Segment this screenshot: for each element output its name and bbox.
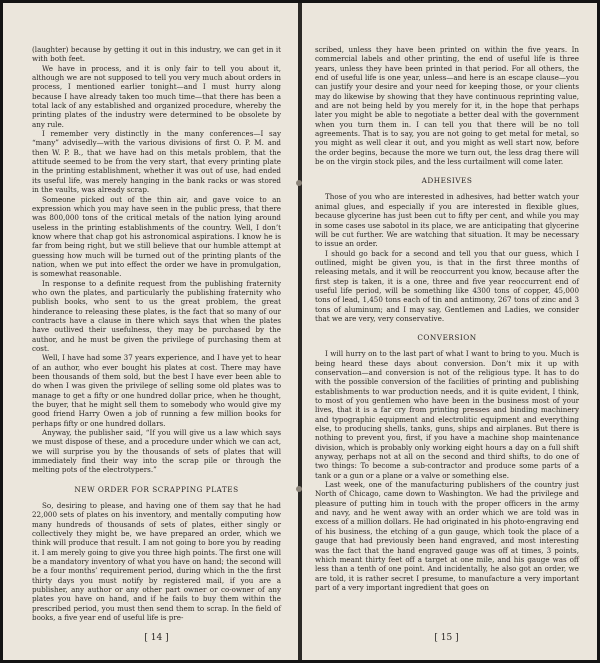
paragraph: Someone picked out of the thin air, and gave voice to an expression which you may have seen in the public press, that there was 800,000 tons of the critical metals of the nation lying around useless in the printing establishments of the country. Well, I don’t know where that chap got his astronomical aspirations. I know he is far from being right, but we still believe that our humble attempt at guessing how much will be turned out of the printing plants of the nation, when we put into effect the order we have in promulgation, is somewhat reasonable. (32, 194, 281, 279)
section-heading: CONVERSION (417, 333, 477, 343)
page-number: [ 14 ] (144, 633, 169, 643)
paragraph: Anyway, the publisher said, “If you will give us a law which says we must dispose of these, and a procedure under which we can act, we will surprise you by the thousands of sets of plates that will immediately find their way into the scrap pile or through the melting pots of the electrotypers.” (32, 428, 281, 475)
paragraph: So, desiring to please, and having one of them say that he had 22,000 sets of plates on his inventory, and mentally computing how many hundreds of thousands of sets of plates, either singly or collectively they might be, we have prepared an order, which we think will produce that result. I am not going to bore you by reading it. I am merely going to give you three high points. The first one will be a mandatory inventory of what you have on hand; the second will be a four months’ requirement period, during which in the the first thirty days you must notify by registered mail, if you are a publisher, any author or any other part owner or co-owner of any plates you have on hand, and if he fails to buy them within the prescribed period, you must then send them to scrap. In the field of books, a five year end of useful life is pre- (32, 500, 281, 622)
paragraph: I remember very distinctly in the many conferences—I say “many” advisedly—with the various divisions of first O. P. M. and then W. P. B., that we have had on this metals problem, that the attitude seemed to be from the very start, that every printing plate in the printing establishment, whether it was out of use, had ended its useful life, was merely hanging in the bank racks or was stored in the vaults, was already scrap. (32, 129, 281, 195)
section-heading: NEW ORDER FOR SCRAPPING PLATES (74, 484, 239, 494)
right-page (302, 3, 597, 660)
paragraph: In response to a definite request from the publishing fraternity who own the plates, and particularly the publishing fraternity who publish books, who sent to us the great problem, the great hinderance to releasing these plates, is the fact that so many of our contracts have a clause in there which says that when the plates have outlived their usefulness, they may be purchased by the author, and he must be given the privilege of purchasing them at cost. (32, 278, 281, 353)
left-page (3, 3, 298, 660)
page-number: [ 15 ] (434, 633, 459, 643)
paragraph: Last week, one of the manufacturing publishers of the country just North of Chicago, came down to Washington. We had the privilege and pleasure of putting him in touch with the proper officers in the army and navy, and he went away with an order which we are told was in excess of a million dollars. He had originated in his photo-engraving end of his business, the etching of a gun gauge, which took the place of a gauge that had previously been hand engraved, and most interesting was the fact that the hand engraved gauge was off at times, 3 points, which meant thirty feet off a target at one mile, and his gauge was off less than a tenth of one point. And incidentally, he also got an order, we are told, it is rather secret I presume, to manufacture a very important part of a very important ingredient that goes on (315, 480, 579, 592)
paragraph: scribed, unless they have been printed on within the five years. In commercial labels and other printing, the end of useful life is three years, unless they have been printed in that period. For all others, the end of useful life is one year, unless—and here is an escape clause—you can justify your desire and your need for keeping those, or your clients may do likewise by showing that they have continuous reprinting value, and are not being held by you merely for it, in the hope that perhaps later you might be able to negotiate a better deal with the government when you turn them in. I can tell you that there will be no toll agreements. That is to say, you are not going to get metal for metal, so you might as well clear it out, and you might as well start now, before the order begins, because the more we turn out, the less drag there will be on the virgin stock piles, and the less curtailment will come later. (315, 45, 579, 167)
section-heading: ADHESIVES (421, 176, 473, 186)
paragraph: We have in process, and it is only fair to tell you about it, although we are not supposed to tell you very much about orders in process, I mentioned earlier tonight—and I must hurry along because I have already taken too much time—that there has been a total lack of any established and organized procedure, whereby the printing plates of the industry were determined to be obsolete by any rule. (32, 63, 281, 129)
paragraph: I should go back for a second and tell you that our guess, which I outlined, might be given you, is that in the first three months of releasing metals, and it will be reoccurrent you know, because after the first step is taken, it is a one, three and five year reoccurrent end of useful life period, will be something like 4300 tons of copper, 45,000 tons of lead, 1,450 tons each of tin and antimony, 267 tons of zinc and 3 tons of aluminum; and I may say, Gentlemen and Ladies, we consider that we are very, very conservative. (315, 248, 579, 323)
paragraph: Those of you who are interested in adhesives, had better watch your animal glues, and especially if you are interested in flexible glues, because glycerine has just been cut to fifty per cent, and while you may in some cases use sabotol in its place, we are anticipating that glycerine will be cut further. We are watching that situation. It may be necessary to issue an order. (315, 192, 579, 249)
left-page-body (32, 45, 281, 622)
right-page-body (315, 45, 579, 592)
paragraph: I will hurry on to the last part of what I want to bring to you. Much is being heard these days about conversion. Don’t mix it up with conservation—and conversion is not of the religious type. It has to do with the possible conversion of the facilities of printing and publishing establishments to war production needs, and it is quite evident, I think, to most of you gentlemen who have been in the business most of your lives, that it is a far cry from printing presses and binding machinery and typographic equipment and electrolitic equipment and everything else, to producing shells, tanks, guns, ships and airplanes. But there is nothing to prevent you, first, if you have a machine shop maintenance division, which is probably only working eight hours a day on a full shift anyway, perhaps not at all on the second and third shifts, to do one of two things: To become a sub-contractor and produce some parts of a tank or a gun or a plane or a valve or something else. (315, 349, 579, 480)
paragraph: Well, I have had some 37 years experience, and I have yet to hear of an author, who ever bought his plates at cost. There may have been thousands of them sold, but the best I have ever been able to do when I was given the privilege of selling some old plates was to manage to get a fifty or one hundred dollar price, when he thought, the buyer, that he might sell them to somebody who would give my good friend Harry Owen a job of running a few million books for perhaps fifty or one hundred dollars. (32, 353, 281, 428)
paragraph: (laughter) because by getting it out in this industry, we can get in it with both feet. (32, 45, 281, 64)
